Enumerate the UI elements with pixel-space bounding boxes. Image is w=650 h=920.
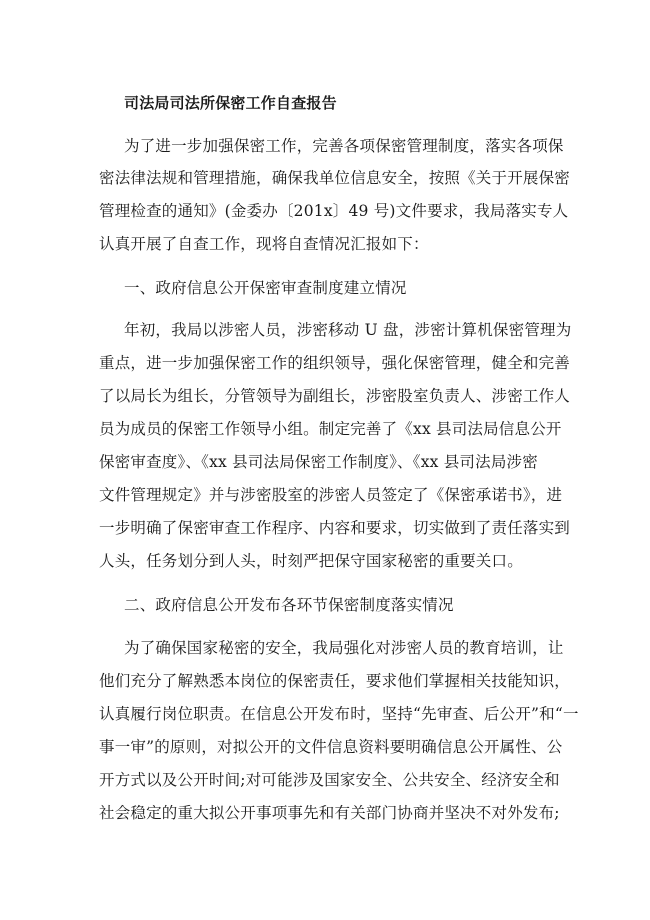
- intro-line: 为了进一步加强保密工作，完善各项保密管理制度，落实各项保: [124, 137, 564, 155]
- intro-line: 密法律法规和管理措施，确保我单位信息安全，按照《关于开展保密: [99, 169, 571, 187]
- section-body-line: 为了确保国家秘密的安全，我局强化对涉密人员的教育培训，让: [124, 639, 564, 657]
- section-body-line: 事一审”的原则，对拟公开的文件信息资料要明确信息公开属性、公: [99, 738, 563, 756]
- section-heading: 二、政府信息公开发布各环节保密制度落实情况: [124, 596, 454, 614]
- section-body-line: 重点，进一步加强保密工作的组织领导，强化保密管理，健全和完善: [99, 354, 571, 372]
- section-body-line: 文件管理规定》并与涉密股室的涉密人员签定了《保密承诺书》，进: [99, 486, 563, 504]
- section-heading: 一、政府信息公开保密审查制度建立情况: [124, 279, 407, 297]
- intro-line: 管理检查的通知》(金委办〔201x〕49 号)文件要求，我局落实专人: [99, 202, 569, 220]
- section-body-line: 认真履行岗位职责。在信息公开发布时，坚持“先审查、后公开”和“一: [99, 705, 579, 723]
- section-body-line: 年初，我局以涉密人员，涉密移动 U 盘，涉密计算机保密管理为: [124, 321, 572, 339]
- section-body-line: 社会稳定的重大拟公开事项事先和有关部门协商并坚决不对外发布;: [99, 804, 560, 822]
- section-body-line: 了以局长为组长，分管领导为副组长，涉密股室负责人、涉密工作人: [99, 387, 571, 405]
- document-title: 司法局司法所保密工作自查报告: [124, 94, 337, 112]
- section-body-line: 人头，任务划分到人头，时刻严把保守国家秘密的重要关口。: [99, 552, 523, 570]
- section-body-line: 他们充分了解熟悉本岗位的保密责任，要求他们掌握相关技能知识，: [99, 672, 571, 690]
- section-body-line: 保密审查度》、《xx 县司法局保密工作制度》、《xx 县司法局涉密: [99, 453, 538, 471]
- section-body-line: 一步明确了保密审查工作程序、内容和要求，切实做到了责任落实到: [99, 519, 571, 537]
- intro-line: 认真开展了自查工作，现将自查情况汇报如下：: [99, 235, 429, 253]
- section-body-line: 员为成员的保密工作领导小组。制定完善了《xx 县司法局信息公开: [99, 420, 562, 438]
- section-body-line: 开方式以及公开时间;对可能涉及国家安全、公共安全、经济安全和: [99, 771, 560, 789]
